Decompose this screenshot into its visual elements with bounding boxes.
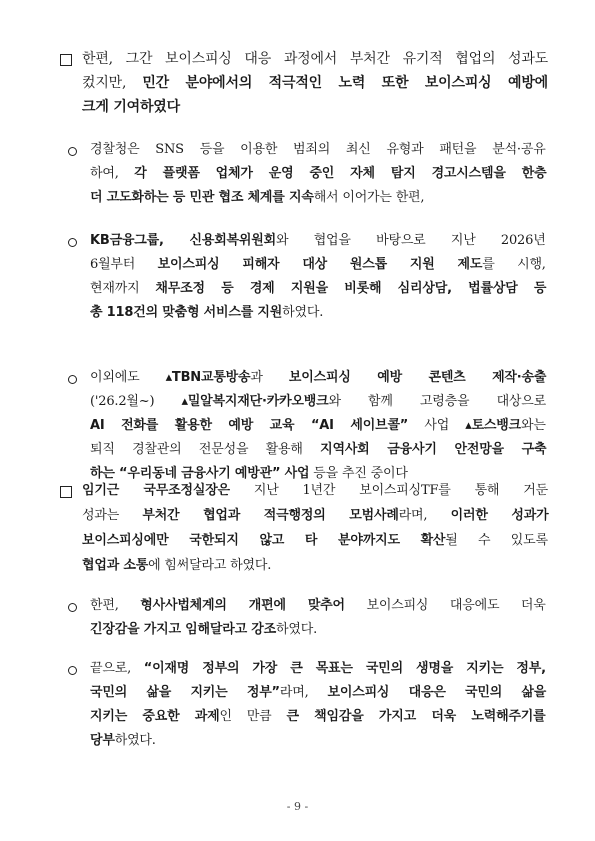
body-text: 라며, (398, 508, 451, 523)
bold-text: ▴토스뱅크 (465, 418, 522, 433)
body-text: 퇴직 경찰관의 전문성을 활용해 (90, 442, 321, 457)
body-text: ('26.2월~) (90, 394, 182, 409)
body-text: 될 수 있도록 (445, 533, 548, 548)
bold-text: 큰 책임감을 가지고 더욱 노력해주기를 (286, 709, 546, 724)
bold-text: AI 전화를 활용한 예방 교육 “AI 세이브콜” (90, 418, 409, 433)
text-line (90, 597, 546, 615)
text-line (90, 189, 424, 207)
text-line (90, 304, 323, 322)
body-text: 이외에도 (90, 370, 166, 385)
bold-text: 크게 기여하였다 (82, 99, 180, 115)
body-text: 지난 1년간 보이스피싱TF를 통해 거둔 (229, 483, 548, 498)
bold-text: 국민의 삶을 지키는 정부” (90, 685, 280, 700)
body-text: 현재까지 (90, 281, 156, 296)
bold-text: KB금융그룹, 신용회복위원회 (90, 233, 276, 248)
body-text: 등을 추진 중이다 (309, 466, 408, 481)
text-line (90, 660, 546, 678)
body-text: 한편, (90, 598, 141, 613)
text-line (90, 280, 546, 298)
body-text: 경찰청은 SNS 등을 이용한 범죄의 최신 유형과 패턴을 분석·공유 (90, 142, 546, 157)
bold-text: 보이스피싱에만 국한되지 않고 타 분야까지도 확산 (82, 533, 446, 548)
text-line (90, 141, 546, 159)
body-text: 에 힘써달라고 하였다. (148, 558, 272, 573)
bold-text: 당부 (90, 733, 115, 748)
bold-text: “이재명 정부의 가장 큰 목표는 국민의 생명을 지키는 정부, (143, 661, 546, 676)
circle-bullet-icon (68, 375, 77, 384)
bold-text: 보이스피싱 피해자 대상 원스톱 지원 제도 (157, 257, 483, 272)
text-line (90, 393, 546, 411)
bold-text: 지키는 중요한 과제 (90, 709, 220, 724)
text-line (90, 232, 546, 250)
bold-text: 민간 분야에서의 적극적인 노력 또한 보이스피싱 예방에 (142, 75, 548, 91)
bold-text: ▴밀알복지재단·카카오뱅크 (181, 394, 329, 409)
text-line (82, 50, 548, 68)
bold-text: 지역사회 금융사기 안전망을 구축 (320, 442, 547, 457)
body-text: 와 함께 고령층을 대상으로 (328, 394, 547, 409)
bold-text: 임기근 국무조정실장은 (82, 483, 230, 498)
text-line (90, 465, 408, 483)
body-text: 컸지만, (82, 75, 143, 91)
bold-text: 총 118건의 맞춤형 서비스를 지원 (90, 305, 283, 320)
text-line (90, 684, 546, 702)
body-text: 와는 (521, 418, 546, 433)
text-line (90, 732, 156, 750)
bold-text: 보이스피싱 대응은 국민의 삶을 (327, 685, 547, 700)
circle-bullet-icon (68, 666, 77, 675)
body-text: 해서 이어가는 한편, (313, 190, 425, 205)
body-text: 6월부터 (90, 257, 158, 272)
square-bullet-icon (60, 486, 72, 498)
text-line (82, 507, 548, 525)
body-text: 라며, (279, 685, 328, 700)
body-text: 와 협업을 바탕으로 지난 2026년 (276, 233, 546, 248)
bold-text: 하는 “우리동네 금융사기 예방관” 사업 (90, 466, 310, 481)
bold-text: 협업과 소통 (82, 558, 149, 573)
body-text: 하였다. (276, 622, 318, 637)
circle-bullet-icon (68, 603, 77, 612)
body-text: 성과는 (82, 508, 143, 523)
text-line (82, 98, 180, 116)
body-text: 사업 (408, 418, 466, 433)
circle-bullet-icon (68, 238, 77, 247)
body-text: 하였다. (114, 733, 156, 748)
body-text: 하였다. (282, 305, 324, 320)
text-line (90, 369, 546, 387)
bold-text: 형사사법체계의 개편에 맞추어 (140, 598, 345, 613)
body-text: 끝으로, (90, 661, 144, 676)
bold-text: 이러한 성과가 (450, 508, 549, 523)
circle-bullet-icon (68, 147, 77, 156)
text-line (82, 482, 548, 500)
body-text: 인 만큼 (219, 709, 287, 724)
bold-text: 채무조정 등 경제 지원을 비롯해 심리상담, 법률상담 등 (155, 281, 547, 296)
bold-text: 각 플랫폼 업체가 운영 중인 자체 탐지 경고시스템을 한층 (134, 166, 547, 181)
square-bullet-icon (60, 54, 72, 66)
text-line (90, 708, 546, 726)
bold-text: 더 고도화하는 등 민관 협조 체계를 지속 (90, 190, 314, 205)
text-line (90, 441, 546, 459)
text-line (90, 621, 317, 639)
body-text: 하여, (90, 166, 135, 181)
text-line (82, 532, 548, 550)
body-text: 보이스피싱 대응에도 더욱 (344, 598, 546, 613)
bold-text: ▴TBN교통방송 (165, 370, 251, 385)
body-text: 과 (250, 370, 289, 385)
text-line (90, 417, 546, 435)
page-number: - 9 - (286, 800, 309, 813)
body-text: 를 시행, (482, 257, 546, 272)
text-line (90, 165, 546, 183)
bold-text: 보이스피싱 예방 콘텐츠 제작·송출 (288, 370, 547, 385)
bold-text: 긴장감을 가지고 임해달라고 강조 (90, 622, 276, 637)
text-line (82, 557, 271, 575)
bold-text: 부처간 협업과 적극행정의 모범사례 (142, 508, 399, 523)
text-line (82, 74, 548, 92)
text-line (90, 256, 546, 274)
body-text: 한편, 그간 보이스피싱 대응 과정에서 부처간 유기적 협업의 성과도 (82, 51, 548, 67)
